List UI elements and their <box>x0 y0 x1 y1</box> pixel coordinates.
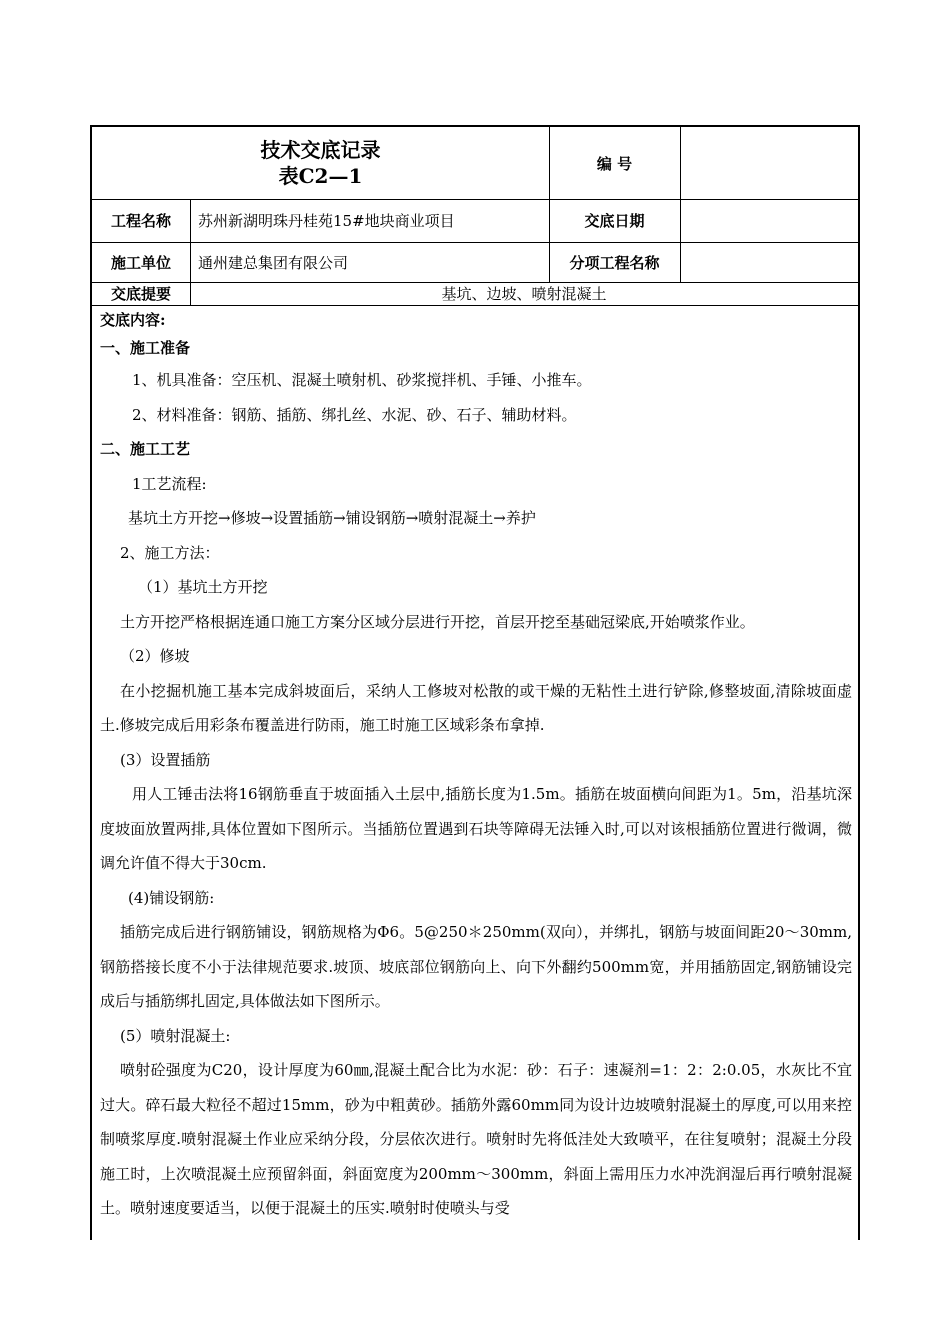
title-line-1: 技术交底记录 <box>260 138 381 162</box>
method-5-text <box>100 1053 852 1226</box>
summary-value: 基坑、边坡、喷射混凝土 <box>441 285 607 303</box>
date-value <box>680 199 858 242</box>
subproject-value <box>680 242 858 282</box>
subproject-label: 分项工程名称 <box>569 253 660 272</box>
equipment-prep: 1、机具准备：空压机、混凝土喷射机、砂浆搅拌机、手锤、小推车。 <box>132 371 592 389</box>
date-label: 交底日期 <box>584 212 645 230</box>
disclosure-content <box>100 307 852 1226</box>
contractor-label: 施工单位 <box>110 253 171 272</box>
row-divider <box>92 305 858 306</box>
method-3-body: 用人工锤击法将16钢筋垂直于坡面插入土层中,插筋长度为1.5m。插筋在坡面横向间距为1。5m，沿基坑深度坡面放置两排,具体位置如下图所示。当插筋位置遇到石块等障碍无法锤入时,可以对该根插筋位置进行微调，微调允许值不得大于30cm. <box>100 785 852 872</box>
method-2-body: 在小挖掘机施工基本完成斜坡面后，采纳人工修坡对松散的或干燥的无粘性土进行铲除,修整坡面,清除坡面虚土.修坡完成后用彩条布覆盖进行防雨，施工时施工区域彩条布拿掉. <box>100 681 852 734</box>
number-label: 编 号 <box>596 154 633 173</box>
record-form <box>90 125 860 1240</box>
method-5-body: 喷射砼强度为C20，设计厚度为60㎜,混凝土配合比为水泥：砂：石子：速凝剂=1：2：2:0.05，水灰比不宜过大。碎石最大粒径不超过15mm，砂为中粗黄砂。插筋外露60mm同为设计边坡喷射混凝土的厚度,可以用来控制喷浆厚度.喷射混凝土作业应采纳分段，分层依次进行。喷射时先将低洼处大致喷平，在往复喷射；混凝土分段施工时，上次喷混凝土应预留斜面，斜面宽度为200mm～300mm，斜面上需用压力水冲洗润湿后再行喷射混凝土。喷射速度要适当，以便于混凝土的压实.喷射时使喷头与受 <box>100 1061 852 1217</box>
project-name-value: 苏州新湖明珠丹桂苑15#地块商业项目 <box>198 212 455 230</box>
method-1-title: （1）基坑土方开挖 <box>138 578 268 596</box>
project-name-label: 工程名称 <box>110 212 171 230</box>
title-line-2: 表C2—1 <box>278 164 363 188</box>
method-3-title: (3）设置插筋 <box>120 750 211 769</box>
method-title: 2、施工方法： <box>120 543 220 562</box>
section-title-preparation: 一、施工准备 <box>100 339 191 357</box>
summary-label: 交底提要 <box>110 285 171 303</box>
section-title-process: 二、施工工艺 <box>100 440 191 458</box>
process-flow-title: 1工艺流程: <box>132 474 207 493</box>
process-flow: 基坑土方开挖→修坡→设置插筋→铺设钢筋→喷射混凝土→养护 <box>128 509 536 527</box>
method-4-body: 插筋完成后进行钢筋铺设，钢筋规格为Φ6。5@250＊250mm(双向），并绑扎，钢筋与坡面间距20～30mm,钢筋搭接长度不小于法律规范要求.坡顶、坡底部位钢筋向上、向下外翻约500mm宽，并用插筋固定,钢筋铺设完成后与插筋绑扎固定,具体做法如下图所示。 <box>100 923 852 1010</box>
content-intro: 交底内容: <box>100 311 166 329</box>
method-1-text: 土方开挖严格根据连通口施工方案分区域分层进行开挖，首层开挖至基础冠梁底,开始喷浆作业。 <box>120 612 755 631</box>
method-3-text <box>100 777 852 881</box>
method-4-title: (4)铺设钢筋: <box>128 888 215 907</box>
method-2-title: （2）修坡 <box>120 647 190 665</box>
method-2-text <box>100 674 852 743</box>
material-prep: 2、材料准备：钢筋、插筋、绑扎丝、水泥、砂、石子、辅助材料。 <box>132 405 577 424</box>
form-title <box>92 127 549 199</box>
method-5-title: (5）喷射混凝土: <box>120 1026 231 1045</box>
method-4-text <box>100 915 852 1019</box>
number-value <box>680 127 858 199</box>
contractor-value: 通州建总集团有限公司 <box>198 253 349 272</box>
